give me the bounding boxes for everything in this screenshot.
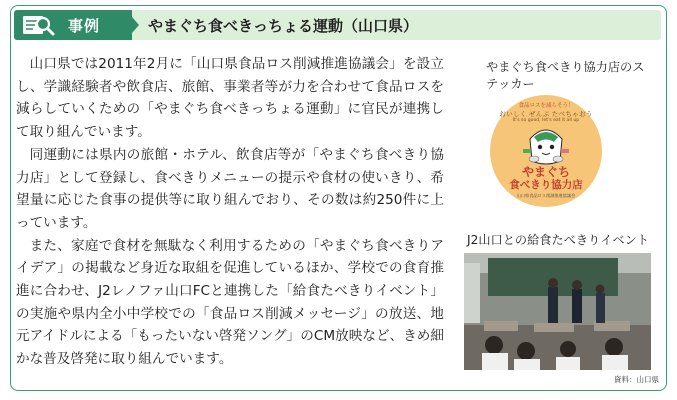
sticker-bottom-text: 山口県食品ロス削減推進協議会	[516, 193, 576, 198]
sticker-image	[490, 95, 602, 207]
sticker-english-text: It's so good, let's eat it all up	[512, 118, 580, 123]
case-study-header	[14, 10, 661, 40]
sticker-main-line-2: 食べきり協力店	[509, 179, 583, 191]
sticker-caption: やまぐち食べきり協力店のステッカー	[486, 60, 645, 91]
body-paragraph-3: また、家庭で食材を無駄なく利用するための「やまぐち食べきりアイデア」の掲載など身近な取組を促進しているほか、学校での食育推進に合わせ、J2レノファ山口FCと連携した「給食たべきりイベント」の実施や県内全小中学校での「食品ロス削減メッセージ」の放送、地元アイドルによる「もったいない啓発ソング」のCM放映など、きめ細かな普及啓発に取り組んでいます。	[16, 237, 444, 368]
sticker-main-line-1: やまぐち	[521, 165, 570, 179]
body-paragraph-2: 同運動には県内の旅館・ホテル、飲食店等が「やまぐち食べきり協力店」として登録し、食べきりメニューの提示や食材の使いきり、希望量に応じた食事の提供等に取り組んでおり、その数は約250件に上っています。	[16, 146, 444, 231]
case-title: やまぐち食べきっちょる運動（山口県）	[148, 17, 419, 35]
source-note: 資料：山口県	[614, 375, 659, 384]
tag-arrow	[132, 17, 139, 33]
case-body	[16, 53, 444, 371]
case-tag-label: 事例	[68, 17, 101, 35]
event-caption: J2山口との給食たべきりイベント	[467, 233, 649, 247]
body-paragraph-1: 山口県では2011年2月に「山口県食品ロス削減推進協議会」を設立し、学識経験者や飲食店、旅館、事業者等が力を合わせて食品ロスを減らしていくための「やまぐち食べきっちょる運動」に官民が連携して取り組んでいます。	[16, 56, 444, 141]
classroom-photo	[464, 253, 651, 370]
search-document-icon	[22, 13, 56, 37]
sticker-top-text: 食品ロスを減らそう！	[518, 103, 574, 109]
event-photo	[464, 253, 651, 370]
case-tag	[14, 10, 132, 40]
sticker-arc-text: おいしく ぜんぶ たべちゃおう	[499, 110, 593, 118]
